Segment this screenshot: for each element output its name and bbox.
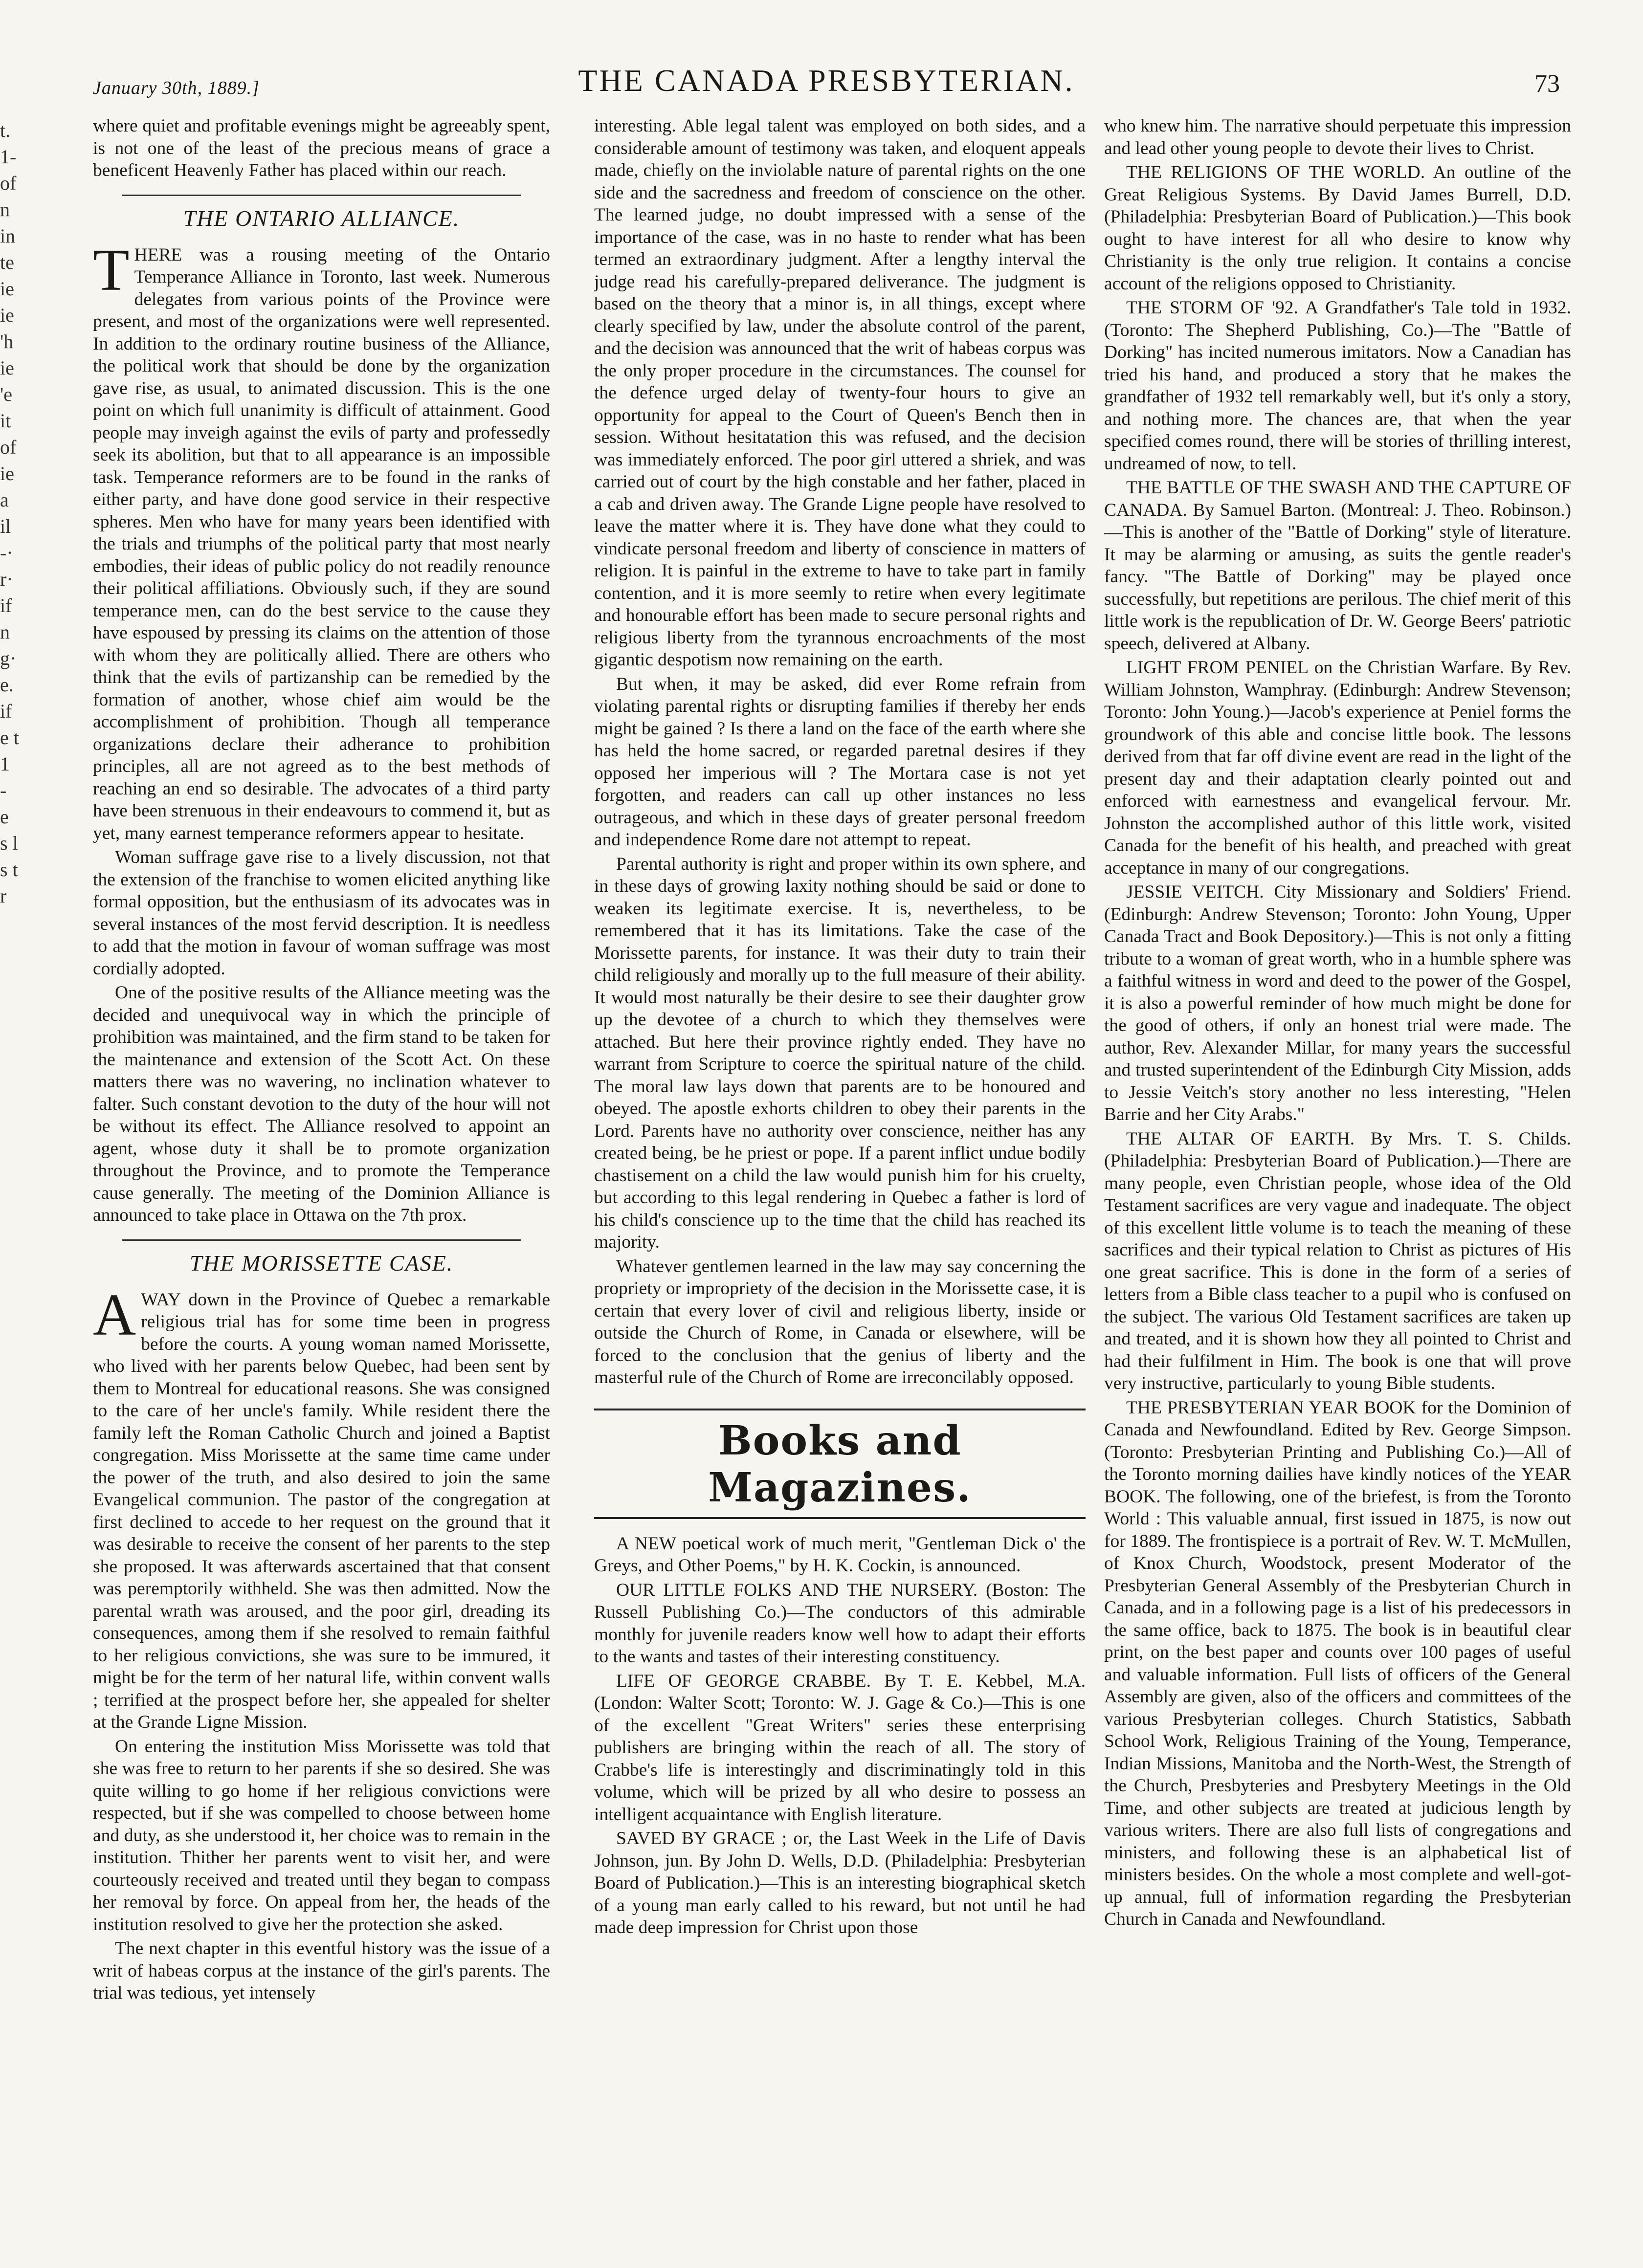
- masthead: THE CANADA PRESBYTERIAN.: [578, 63, 1075, 98]
- book-review: JESSIE VEITCH. City Missionary and Soldiers' Friend. (Edinburgh: Andrew Stevenson; Toronto: John Young, Upper Canada Tract and Book Depository.)—This is not only a fitting tribute to a woman of great worth, who in a humble sphere was a faithful witness in word and deed to the power of the Gospel, it is also a powerful reminder of how much might be done for the good of others, if only an honest trial were made. The author, Rev. Alexander Millar, for many years the successful and trusted superintendent of the Edinburgh City Mission, adds to Jessie Veitch's story another no less interesting, "Helen Barrie and her City Arabs.": [1104, 882, 1571, 1124]
- drop-cap: A: [93, 1281, 136, 1348]
- book-review: THE BATTLE OF THE SWASH AND THE CAPTURE OF CANADA. By Samuel Barton. (Montreal: J. Theo. Robinson.)—This is another of the "Battle of Dorking" style of literature. It may be alarming or amusing, as suits the gentle reader's fancy. "The Battle of Dorking" may be played once successfully, but repetitions are perilous. The chief merit of this little work is the republication of Dr. W. George Beers' patriotic speech, delivered at Albany.: [1104, 478, 1571, 654]
- morissette-case-paragraph: On entering the institution Miss Morissette was told that she was free to return to her parents if she so desired. She was quite willing to go home if her religious convictions were respected, but if she was compelled to choose between home and duty, as she understood it, her choice was to remain in the institution. Thither her parents went to visit her, and were courteously received and treated until they began to compass her removal by force. On appeal from her, the heads of the institution resolved to give her the protection she asked.: [93, 1736, 550, 1935]
- ontario-alliance-paragraph: One of the positive results of the Alliance meeting was the decided and unequivocal way in which the principle of prohibition was maintained, and the firm stand to be taken for the maintenance and extension of the Scott Act. On these matters there was no wavering, no inclination whatever to falter. Such constant devotion to the duty of the hour will not be without its effect. The Alliance resolved to appoint an agent, whose duty it shall be to promote organization throughout the Province, and to promote the Temperance cause generally. The meeting of the Dominion Alliance is announced to take place in Ottawa on the 7th prox.: [93, 983, 550, 1225]
- morissette-case-paragraph: But when, it may be asked, did ever Rome refrain from violating parental rights or disrupting families if thereby her ends might be gained ? Is there a land on the face of the earth where she has held the home sacred, or regarded paretnal desires if they opposed her imperious will ? The Mortara case is not yet forgotten, and readers can call up other instances no less outrageous, and which in these days of greater personal freedom and independence Rome dare not attempt to repeat.: [594, 674, 1086, 850]
- morissette-case-paragraph: The next chapter in this eventful history was the issue of a writ of habeas corpus at the instance of the girl's parents. The trial was tedious, yet intensely: [93, 1938, 550, 2003]
- book-review: THE RELIGIONS OF THE WORLD. An outline of the Great Religious Systems. By David James Burrell, D.D. (Philadelphia: Presbyterian Board of Publication.)—This book ought to have interest for all who desire to know why Christianity is the only true religion. It contains a concise account of the religions opposed to Christianity.: [1104, 162, 1571, 294]
- column-2: [594, 115, 1086, 2256]
- section-divider: [122, 195, 521, 196]
- morissette-case-heading: THE MORISSETTE CASE.: [189, 1250, 454, 1276]
- ontario-alliance-paragraph: THERE was a rousing meeting of the Ontario Temperance Alliance in Toronto, last week. Numerous delegates from various points of the Province were present, and most of the organizations were well represented. In addition to the ordinary routine business of the Alliance, the political work that should be done by the organization gave rise, as usual, to animated discussion. This is the one point on which full unanimity is difficult of attainment. Good people may inveigh against the evils of party and professedly seek its abolition, but that to all appearance is an impossible task. Temperance reformers are to be found in the ranks of either party, and have done good service in their respective spheres. Men who have for many years been identified with the trials and triumphs of the political party that most nearly embodies, their ideas of public policy do not readily renounce their political affiliations. Obviously such, if they are sound temperance men, can do the best service to the cause they have espoused by pressing its claims on the attention of those with whom they are politically allied. There are others who think that the evils of partizanship can be remedied by the formation of another, whose chief aim would be the accomplishment of prohibition. Though all temperance organizations declare their adherance to prohibition principles, all are not agreed as to the best methods of reaching an end so desirable. The advocates of a third party have been strenuous in their endeavours to commend it, but as yet, many earnest temperance reformers appear to hesitate.: [93, 237, 550, 843]
- adjacent-page-fragments: t. 1- of n in te ie ie 'h ie 'e it of ie a il -· r· if n g· e. if e t 1 - e s l s t r: [0, 119, 19, 907]
- morissette-case-paragraph: interesting. Able legal talent was employed on both sides, and a considerable amount of testimony was taken, and eloquent appeals made, chiefly on the inviolable nature of parental rights on the one side and the sacredness and freedom of conscience on the other. The learned judge, no doubt impressed with a sense of the importance of the case, was in no haste to render what has been termed an extraordinary judgment. After a lengthy interval the judge read his carefully-prepared deliverance. The judgment is based on the theory that a minor is, in all things, except where clearly specified by law, under the absolute control of the parent, and the decision was announced that the writ of habeas corpus was the only proper procedure in the circumstances. The counsel for the defence urged delay of twenty-four hours to give an opportunity for appeal to the Court of Queen's Bench then in session. Without hesitatation this was refused, and the decision was immediately enforced. The poor girl uttered a shriek, and was carried out of court by the high constable and her father, placed in a cab and driven away. The Grande Ligne people have resolved to leave the matter where it is. They have done what they could to vindicate personal freedom and liberty of conscience in matters of religion. It is painful in the extreme to have to take part in family contention, and it is more seemly to retire when every legitimate and honourable effort has been made to secure personal rights and religious liberty from the tyrannous encroachments of the most gigantic despotism now remaining on the earth.: [594, 116, 1086, 670]
- book-review: LIFE OF GEORGE CRABBE. By T. E. Kebbel, M.A. (London: Walter Scott; Toronto: W. J. Gage & Co.)—This is one of the excellent "Great Writers" series these enterprising publishers are bringing within the reach of all. The story of Crabbe's life is interestingly and discriminatingly told in this volume, which will be prized by all who desire to possess an intelligent acquaintance with English literature.: [594, 1671, 1086, 1825]
- book-review: LIGHT FROM PENIEL on the Christian Warfare. By Rev. William Johnston, Wamphray. (Edinburgh: Andrew Stevenson; Toronto: John Young.)—Jacob's experience at Peniel forms the groundwork of this able and concise little book. The lessons derived from that far off divine event are read in the light of the present day and their adaptation clearly pointed out and enforced with earnestness and evangelical fervour. Mr. Johnston the accomplished author of this little work, visited Canada for the benefit of his health, and preached with great acceptance in many of our congregations.: [1104, 658, 1571, 878]
- section-divider: [122, 1239, 521, 1241]
- ontario-alliance-heading: THE ONTARIO ALLIANCE.: [183, 205, 460, 231]
- book-review: THE STORM OF '92. A Grandfather's Tale told in 1932. (Toronto: The Shepherd Publishing, Co.)—The "Battle of Dorking" has incited numerous imitators. Now a Canadian has tried his hand, and produced a story that he makes the grandfather of 1932 tell remarkably well, but it's only a story, and nothing more. The chances are, that when the year specified comes round, there will be stories of thrilling interest, undreamed of now, to tell.: [1104, 298, 1571, 474]
- column-3: [1104, 115, 1571, 2256]
- issue-date: January 30th, 1889.]: [93, 78, 260, 98]
- morissette-case-paragraph: Parental authority is right and proper within its own sphere, and in these days of growing laxity nothing should be said or done to weaken its legitimate exercise. It is, nevertheless, to be remembered that it has its limitations. Take the case of the Morissette parents, for instance. It was their duty to train their child religiously and morally up to the full measure of their ability. It would most naturally be their desire to see their daughter grow up the devotee of a church to which they themselves were attached. But here their province rightly ended. They have no warrant from Scripture to coerce the spiritual nature of the child. The moral law lays down that parents are to be honoured and obeyed. The apostle exhorts children to obey their parents in the Lord. Parents have no authority over conscience, neither has any created being, be he priest or pope. If a parent inflict undue bodily chastisement on a child the law would punish him for his cruelty, but according to this legal rendering in Quebec a father is lord of his child's conscience up to the time that the child has reached its majority.: [594, 854, 1086, 1252]
- continued-paragraph: where quiet and profitable evenings might be agreeably spent, is not one of the least of the precious means of grace a beneficent Heavenly Father has placed within our reach.: [93, 116, 550, 180]
- book-review: who knew him. The narrative should perpetuate this impression and lead other young people to devote their lives to Christ.: [1104, 116, 1571, 158]
- morissette-case-paragraph: AWAY down in the Province of Quebec a remarkable religious trial has for some time been in progress before the courts. A young woman named Morissette, who lived with her parents below Quebec, had been sent by them to Montreal for educational reasons. She was consigned to the care of her uncle's family. While resident there the family left the Roman Catholic Church and joined a Baptist congregation. Miss Morissette at the same time came under the power of the truth, and also desired to join the same Evangelical communion. The pastor of the congregation at first declined to accede to her request on the ground that it was desirable to receive the consent of her parents to the step she proposed. It was afterwards ascertained that that consent was peremptorily withheld. She was then admitted. Now the parental wrath was aroused, and the poor girl, dreading its consequences, among them if she resolved to remain faithful to her religious convictions, she was sure to be immured, it might be for the term of her natural life, within convent walls ; terrified at the prospect before her, she appealed for shelter at the Grande Ligne Mission.: [93, 1281, 550, 1732]
- drop-cap: T: [93, 237, 130, 303]
- page-number: 73: [1534, 70, 1560, 98]
- books-and-magazines-heading: Books and Magazines.: [594, 1409, 1086, 1519]
- page-header: [93, 59, 1560, 112]
- morissette-case-paragraph: Whatever gentlemen learned in the law may say concerning the propriety or impropriety of the decision in the Morissette case, it is certain that every lover of civil and religious liberty, inside or outside the Church of Rome, in Canada or elsewhere, will be forced to the conclusion that the genius of liberty and the masterful rule of the Church of Rome are irreconcilably opposed.: [594, 1256, 1086, 1387]
- book-review: OUR LITTLE FOLKS AND THE NURSERY. (Boston: The Russell Publishing Co.)—The conductors of this admirable monthly for juvenile readers know well how to adapt their efforts to the wants and tastes of their interesting constituency.: [594, 1580, 1086, 1667]
- book-review: SAVED BY GRACE ; or, the Last Week in the Life of Davis Johnson, jun. By John D. Wells, D.D. (Philadelphia: Presbyterian Board of Publication.)—This is an interesting biographical sketch of a young man early called to his reward, but not until he had made deep impression for Christ upon those: [594, 1828, 1086, 1938]
- column-1: [93, 115, 550, 2256]
- ontario-alliance-paragraph: Woman suffrage gave rise to a lively discussion, not that the extension of the franchise to women elicited anything like formal opposition, but the enthusiasm of its advocates was in several instances of the most fervid description. It is needless to add that the motion in favour of woman suffrage was most cordially adopted.: [93, 847, 550, 979]
- book-review: THE PRESBYTERIAN YEAR BOOK for the Dominion of Canada and Newfoundland. Edited by Rev. George Simpson. (Toronto: Presbyterian Printing and Publishing Co.)—All of the Toronto morning dailies have kindly notices of the YEAR BOOK. The following, one of the briefest, is from the Toronto World : This valuable annual, first issued in 1875, is now out for 1889. The frontispiece is a portrait of Rev. W. T. McMullen, of Knox Church, Woodstock, present Moderator of the Presbyterian General Assembly of the Presbyterian Church in Canada, and in a following page is a list of his predecessors in the same office, back to 1875. The book is in beautiful clear print, on the best paper and counts over 100 pages of useful and valuable information. Full lists of officers of the General Assembly are given, also of the officers and committees of the various Presbyterian colleges. Church Statistics, Sabbath School Work, Religious Training of the Young, Temperance, Indian Missions, Manitoba and the North-West, the Strength of the Church, Presbyteries and Presbytery Meetings in the Old Time, and other subjects are treated at judicious length by various writers. There are also full lists of congregations and ministers, and following these is an alphabetical list of ministers besides. On the whole a most complete and well-got-up annual, full of information regarding the Presbyterian Church in Canada and Newfoundland.: [1104, 1397, 1571, 1929]
- book-review: THE ALTAR OF EARTH. By Mrs. T. S. Childs. (Philadelphia: Presbyterian Board of Publication.)—There are many people, even Christian people, whose idea of the Old Testament sacrifices are very vague and inadequate. The object of this excellent little volume is to teach the meaning of these sacrifices and their typical relation to Christ as pictures of His one great sacrifice. This is done in the form of a series of letters from a Bible class teacher to a pupil who is confused on the subject. The various Old Testament sacrifices are taken up and treated, and it is shown how they all pointed to Christ and had their fulfilment in Him. The book is one that will prove very instructive, particularly to young Bible students.: [1104, 1128, 1571, 1393]
- book-review: A NEW poetical work of much merit, "Gentleman Dick o' the Greys, and Other Poems," by H. K. Cockin, is announced.: [594, 1533, 1086, 1576]
